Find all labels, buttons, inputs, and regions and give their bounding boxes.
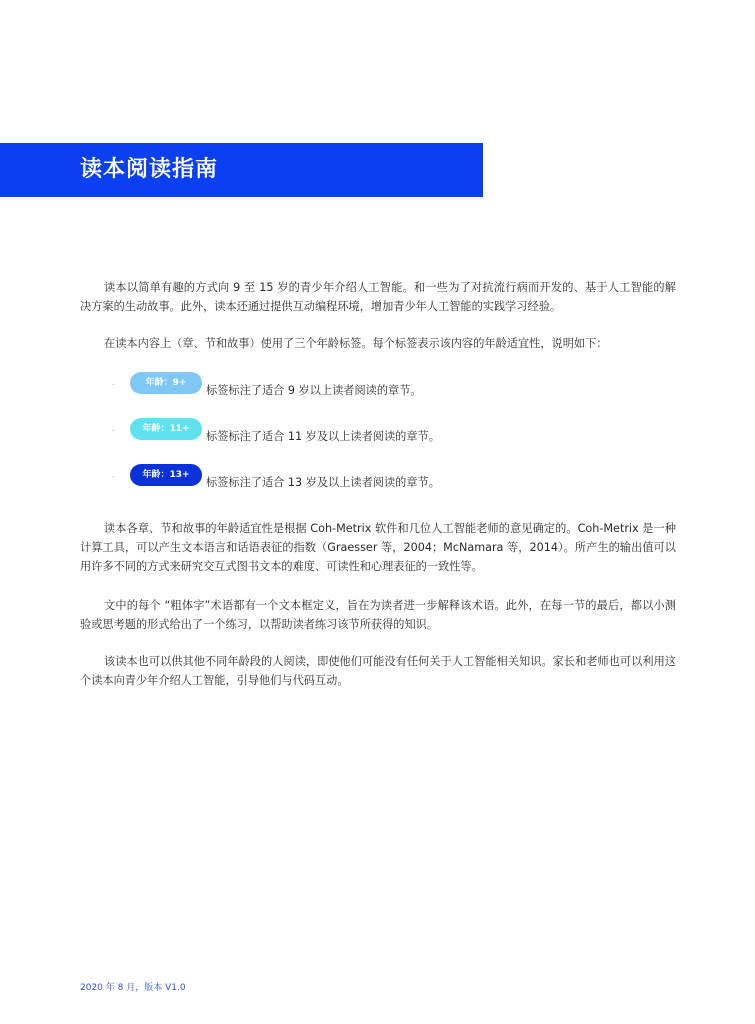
footer-version: 2020 年 8 月，版本 V1.0	[80, 983, 186, 993]
age-tag-item-11	[112, 418, 672, 443]
audience-paragraph: 该读本也可以供其他不同年龄段的人阅读，即使他们可能没有任何关于人工智能相关知识。家长和老师也可以利用这个读本向青少年介绍人工智能，引导他们与代码互动。	[80, 655, 676, 687]
intro-paragraph: 读本以简单有趣的方式向 9 至 15 岁的青少年介绍人工智能。和一些为了对抗流行病而开发的、基于人工智能的解决方案的生动故事。此外，读本还通过提供互动编程环境，增加青少年人工智能的实践学习经验。	[80, 281, 676, 313]
age-tag-item-9	[112, 372, 672, 397]
bullet-icon: ·	[112, 427, 115, 435]
age-tag-description-13: 标签标注了适合 13 岁及以上读者阅读的章节。	[206, 476, 440, 489]
age-tags-intro-paragraph: 在读本内容上（章、节和故事）使用了三个年龄标签。每个标签表示该内容的年龄适宜性，说明如下：	[104, 337, 608, 350]
age-tag-item-13	[112, 464, 672, 489]
bullet-icon: ·	[112, 381, 115, 389]
coh-metrix-paragraph: 读本各章、节和故事的年龄适宜性是根据 Coh-Metrix 软件和几位人工智能老师的意见确定的。Coh-Metrix 是一种计算工具，可以产生文本语言和话语表征的指数（Graesser 等，2004；McNamara 等，2014）。所产生的输出值可以用许多不同的方式来研究交互式图书文本的难度、可读性和心理表征的一致性等。	[80, 522, 676, 573]
title-banner	[0, 143, 483, 197]
age-tag-description-11: 标签标注了适合 11 岁及以上读者阅读的章节。	[206, 430, 440, 443]
page-title: 读本阅读指南	[80, 157, 219, 182]
age-badge-9: 年龄：9+	[130, 372, 202, 394]
age-tag-description-9: 标签标注了适合 9 岁以上读者阅读的章节。	[206, 384, 422, 397]
bold-terms-paragraph: 文中的每个 “粗体字”术语都有一个文本框定义，旨在为读者进一步解释该术语。此外，在每一节的最后，都以小测验或思考题的形式给出了一个练习，以帮助读者练习该节所获得的知识。	[80, 599, 676, 631]
age-badge-13: 年龄：13+	[130, 464, 202, 486]
age-badge-11: 年龄：11+	[130, 418, 202, 440]
bullet-icon: ·	[112, 473, 115, 481]
